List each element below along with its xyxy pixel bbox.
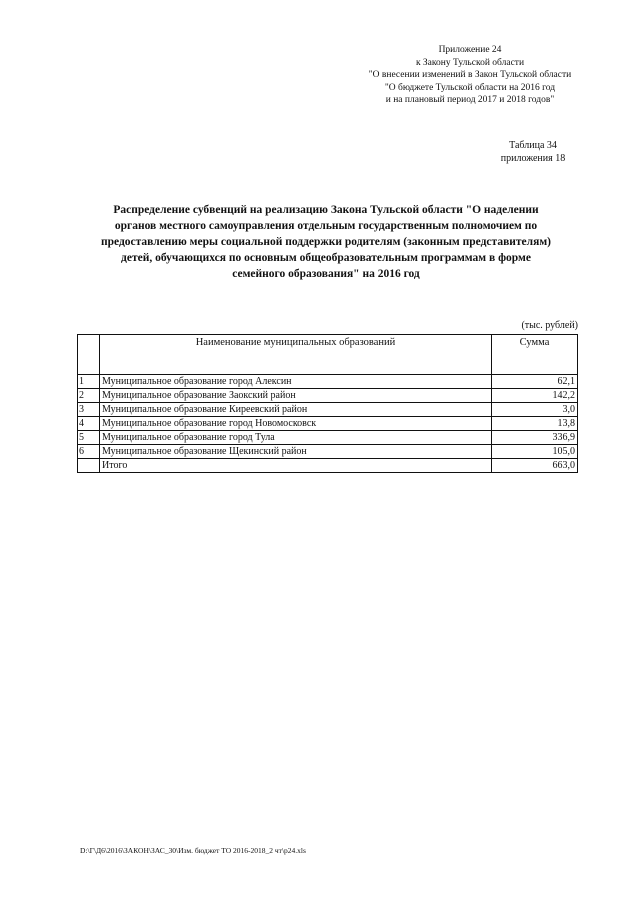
row-municipality: Муниципальное образование город Алексин	[100, 375, 492, 389]
header-sum: Сумма	[492, 335, 578, 375]
document-title-line: предоставлению меры социальной поддержки родителям (законным представителям)	[100, 236, 552, 248]
table-row	[78, 445, 578, 459]
row-number: 3	[78, 403, 100, 417]
row-municipality: Муниципальное образование город Тула	[100, 431, 492, 445]
row-number: 6	[78, 445, 100, 459]
row-municipality: Муниципальное образование город Новомосковск	[100, 417, 492, 431]
row-sum: 3,0	[492, 403, 578, 417]
row-municipality: Муниципальное образование Заокский район	[100, 389, 492, 403]
row-number: 5	[78, 431, 100, 445]
file-path-footer: D:\Г\Д6\2016\ЗАКОН\ЗАС_30\Изм. бюджет ТО 2016-2018_2 чт\р24.xls	[80, 846, 306, 855]
document-title-line: детей, обучающихся по основным общеобразовательным программам в форме	[121, 252, 531, 264]
document-title-line: органов местного самоуправления отдельным государственным полномочием по	[114, 220, 538, 232]
table-total-row	[78, 459, 578, 473]
row-number: 4	[78, 417, 100, 431]
row-sum: 142,2	[492, 389, 578, 403]
row-number: 1	[78, 375, 100, 389]
row-sum: 62,1	[492, 375, 578, 389]
table-row	[78, 403, 578, 417]
header-number	[78, 335, 100, 375]
row-sum: 336,9	[492, 431, 578, 445]
appendix-header-line: "О внесении изменений в Закон Тульской области	[368, 70, 572, 80]
total-sum: 663,0	[492, 459, 578, 473]
row-sum: 13,8	[492, 417, 578, 431]
appendix-header	[330, 44, 610, 107]
table-row	[78, 389, 578, 403]
appendix-header-line: Приложение 24	[438, 45, 502, 55]
row-number: 2	[78, 389, 100, 403]
subsidy-table	[77, 334, 578, 473]
table-row	[78, 375, 578, 389]
table-row	[78, 417, 578, 431]
row-municipality: Муниципальное образование Киреевский район	[100, 403, 492, 417]
table-appendix-ref: приложения 18	[500, 153, 566, 164]
appendix-header-line: к Закону Тульской области	[415, 57, 525, 68]
units-label: (тыс. рублей)	[521, 320, 578, 331]
header-municipality: Наименование муниципальных образований	[100, 335, 492, 375]
row-municipality: Муниципальное образование Щекинский район	[100, 445, 492, 459]
document-title	[70, 202, 582, 282]
table-number: Таблица 34	[509, 140, 557, 151]
table-reference	[478, 139, 588, 165]
table-header-row	[78, 335, 578, 375]
row-sum: 105,0	[492, 445, 578, 459]
total-label: Итого	[100, 459, 492, 473]
document-title-line: семейного образования" на 2016 год	[232, 268, 420, 280]
total-number	[78, 459, 100, 473]
appendix-header-line: "О бюджете Тульской области на 2016 год	[384, 82, 556, 93]
table-row	[78, 431, 578, 445]
appendix-header-line: и на плановый период 2017 и 2018 годов"	[385, 95, 555, 105]
document-title-line: Распределение субвенций на реализацию Закона Тульской области "О наделении	[113, 204, 539, 216]
